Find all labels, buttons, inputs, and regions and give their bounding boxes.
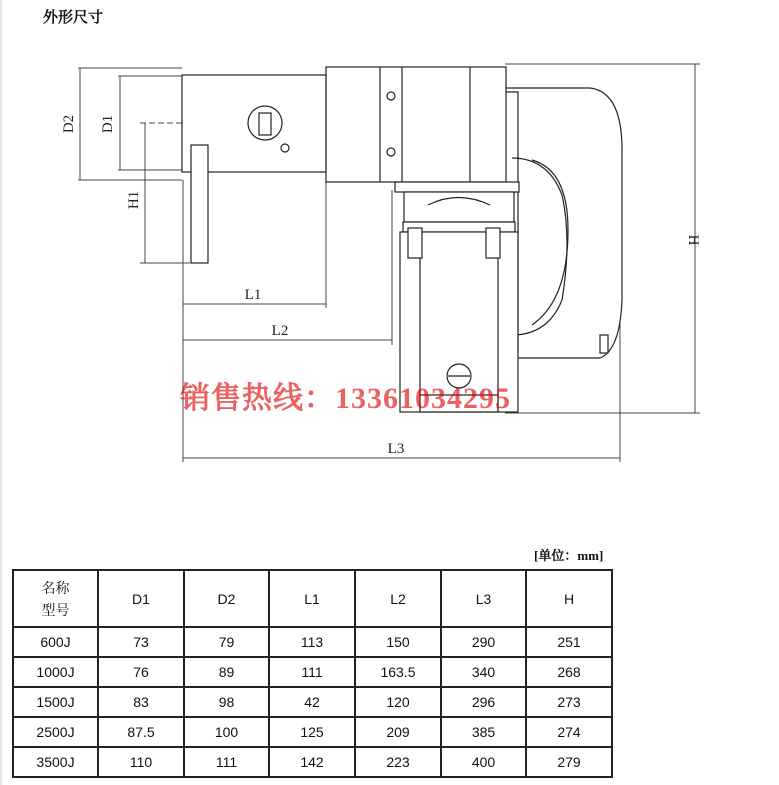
cell-model: 1500J bbox=[13, 687, 98, 717]
section-title: 外形尺寸 bbox=[43, 8, 104, 26]
cell-l3: 385 bbox=[441, 717, 526, 747]
cell-l3: 290 bbox=[441, 627, 526, 657]
label-l1: L1 bbox=[244, 287, 262, 303]
label-h: H bbox=[685, 234, 701, 246]
cell-l2: 120 bbox=[355, 687, 441, 717]
header-l3: L3 bbox=[441, 570, 526, 627]
cell-h: 251 bbox=[526, 627, 612, 657]
table-row bbox=[13, 687, 612, 717]
wrench-outline bbox=[182, 67, 622, 412]
label-l2: L2 bbox=[271, 323, 289, 339]
header-h: H bbox=[526, 570, 612, 627]
cell-l3: 296 bbox=[441, 687, 526, 717]
table-row bbox=[13, 627, 612, 657]
header-name-top: 名称 bbox=[41, 579, 70, 596]
cell-h: 279 bbox=[526, 747, 612, 777]
cell-l2: 150 bbox=[355, 627, 441, 657]
cell-d1: 110 bbox=[98, 747, 184, 777]
header-d2: D2 bbox=[184, 570, 269, 627]
cell-l2: 209 bbox=[355, 717, 441, 747]
cell-model: 3500J bbox=[13, 747, 98, 777]
cell-d1: 83 bbox=[98, 687, 184, 717]
cell-l3: 340 bbox=[441, 657, 526, 687]
header-l2: L2 bbox=[355, 570, 441, 627]
table-row bbox=[13, 747, 612, 777]
cell-d2: 111 bbox=[184, 747, 269, 777]
header-l1: L1 bbox=[269, 570, 355, 627]
cell-d1: 73 bbox=[98, 627, 184, 657]
cell-h: 274 bbox=[526, 717, 612, 747]
sales-hotline-watermark: 销售热线：13361034295 bbox=[180, 382, 511, 415]
header-model-name bbox=[13, 570, 98, 627]
header-d1: D1 bbox=[98, 570, 184, 627]
cell-l1: 142 bbox=[269, 747, 355, 777]
cell-l1: 42 bbox=[269, 687, 355, 717]
cell-model: 2500J bbox=[13, 717, 98, 747]
table-row bbox=[13, 717, 612, 747]
label-d2: D2 bbox=[61, 114, 77, 134]
cell-l3: 400 bbox=[441, 747, 526, 777]
cell-h: 273 bbox=[526, 687, 612, 717]
label-l3: L3 bbox=[387, 441, 405, 457]
table-header-row bbox=[13, 570, 612, 627]
cell-model: 600J bbox=[13, 627, 98, 657]
cell-l2: 163.5 bbox=[355, 657, 441, 687]
cell-d2: 79 bbox=[184, 627, 269, 657]
cell-d2: 98 bbox=[184, 687, 269, 717]
cell-d1: 87.5 bbox=[98, 717, 184, 747]
label-h1: H1 bbox=[126, 190, 142, 210]
table-row bbox=[13, 657, 612, 687]
spec-table bbox=[12, 569, 613, 778]
cell-d1: 76 bbox=[98, 657, 184, 687]
cell-l1: 125 bbox=[269, 717, 355, 747]
cell-l1: 111 bbox=[269, 657, 355, 687]
label-d1: D1 bbox=[100, 114, 116, 134]
cell-d2: 89 bbox=[184, 657, 269, 687]
cell-d2: 100 bbox=[184, 717, 269, 747]
header-name-bottom: 型号 bbox=[41, 601, 70, 618]
cell-h: 268 bbox=[526, 657, 612, 687]
cell-l1: 113 bbox=[269, 627, 355, 657]
unit-note: [单位：mm] bbox=[534, 548, 604, 563]
cell-l2: 223 bbox=[355, 747, 441, 777]
cell-model: 1000J bbox=[13, 657, 98, 687]
